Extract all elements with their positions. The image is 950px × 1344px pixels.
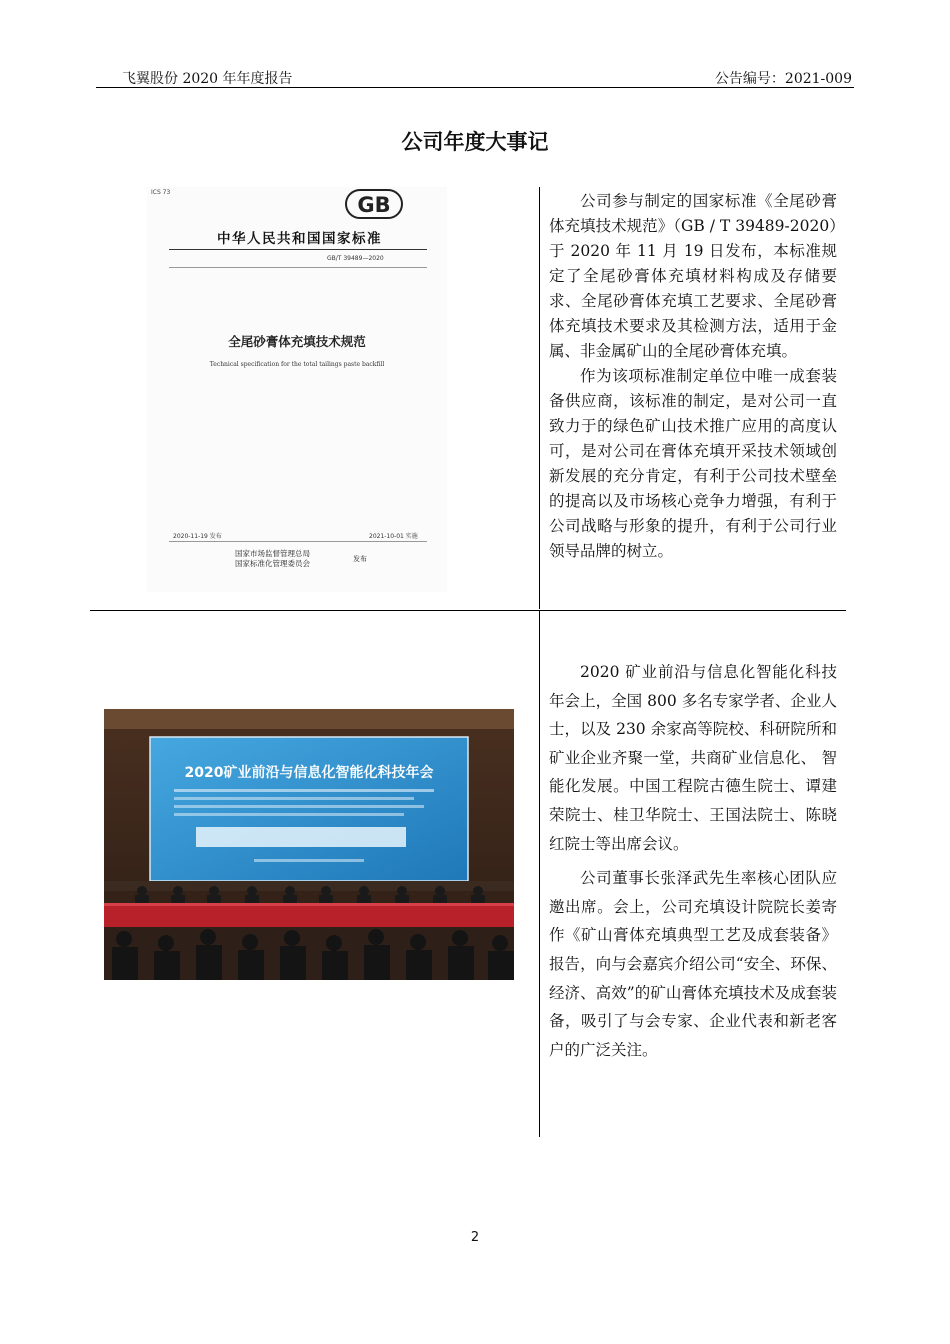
event-1-paragraph: 公司参与制定的国家标准《全尾砂膏体充填技术规范》（GB / T 39489-2020）于 2020 年 11 月 19 日发布，本标准规定了全尾砂膏体充填材料构成及存储要求、全尾砂膏体充填工艺要求、全尾砂膏体充填技术要求及其检测方法，适用于金属、非金属矿山的全尾砂膏体充填。	[549, 192, 837, 360]
page-title: 公司年度大事记	[401, 130, 549, 154]
conference-photo	[104, 709, 514, 980]
cover-publish-word: 发布	[353, 555, 367, 563]
column-divider-1	[539, 187, 540, 609]
cover-title-cn: 全尾砂膏体充填技术规范	[228, 334, 366, 349]
page-number: 2	[470, 1230, 480, 1245]
cover-standard-number: GB/T 39489—2020	[327, 255, 384, 262]
cover-publishers	[235, 549, 310, 569]
cover-rule-bottom	[169, 541, 427, 542]
column-divider-2	[539, 611, 540, 1137]
cover-rule	[169, 249, 427, 250]
cover-rule-thin	[169, 267, 427, 268]
gb-logo-text: GB	[357, 193, 391, 217]
gb-logo-icon	[345, 189, 403, 219]
cover-org-title: 中华人民共和国国家标准	[217, 231, 382, 247]
row-divider	[90, 610, 846, 611]
event-1-paragraph: 作为该项标准制定单位中唯一成套装备供应商，该标准的制定，是对公司一直致力于的绿色矿山技术推广应用的高度认可，是对公司在膏体充填开采技术领域创新发展的充分肯定，有利于公司技术壁垒的提高以及市场核心竞争力增强，有利于公司战略与形象的提升，有利于公司行业领导品牌的树立。	[549, 367, 837, 560]
cover-publisher-1: 国家市场监督管理总局	[235, 549, 310, 558]
screen-title: 2020矿业前沿与信息化智能化科技年会	[184, 765, 434, 781]
standard-cover-image	[147, 187, 447, 592]
header-rule	[96, 87, 854, 88]
event-2-paragraph: 公司董事长张泽武先生率核心团队应邀出席。会上，公司充填设计院院长姜寄作《矿山膏体充填典型工艺及成套装备》报告，向与会嘉宾介绍公司“安全、环保、经济、高效”的矿山膏体充填技术及成套装备，吸引了与会专家、企业代表和新老客户的广泛关注。	[549, 869, 837, 1059]
cover-effective-date: 2021-10-01 实施	[369, 533, 418, 540]
cover-issue-date: 2020-11-19 发布	[173, 533, 222, 540]
cover-ics-code: ICS 73	[151, 189, 171, 196]
head-table	[104, 903, 514, 927]
header-right: 公告编号：2021-009	[714, 71, 852, 87]
event-2-text	[549, 658, 837, 1064]
event-2-paragraph: 2020 矿业前沿与信息化智能化科技年会上，全国 800 多名专家学者、企业人士，以及 230 余家高等院校、科研院所和矿业企业齐聚一堂，共商矿业信息化、 智能化发展。中国工程院古德生院士、谭建荣院士、桂卫华院士、王国法院士、陈晓红院士等出席会议。	[549, 663, 837, 853]
event-1-text	[549, 189, 837, 564]
cover-title-en: Technical specification for the total tailings paste backfill	[209, 361, 385, 368]
cover-publisher-2: 国家标准化管理委员会	[235, 559, 310, 568]
header-left: 飞翼股份 2020 年年度报告	[122, 71, 293, 87]
